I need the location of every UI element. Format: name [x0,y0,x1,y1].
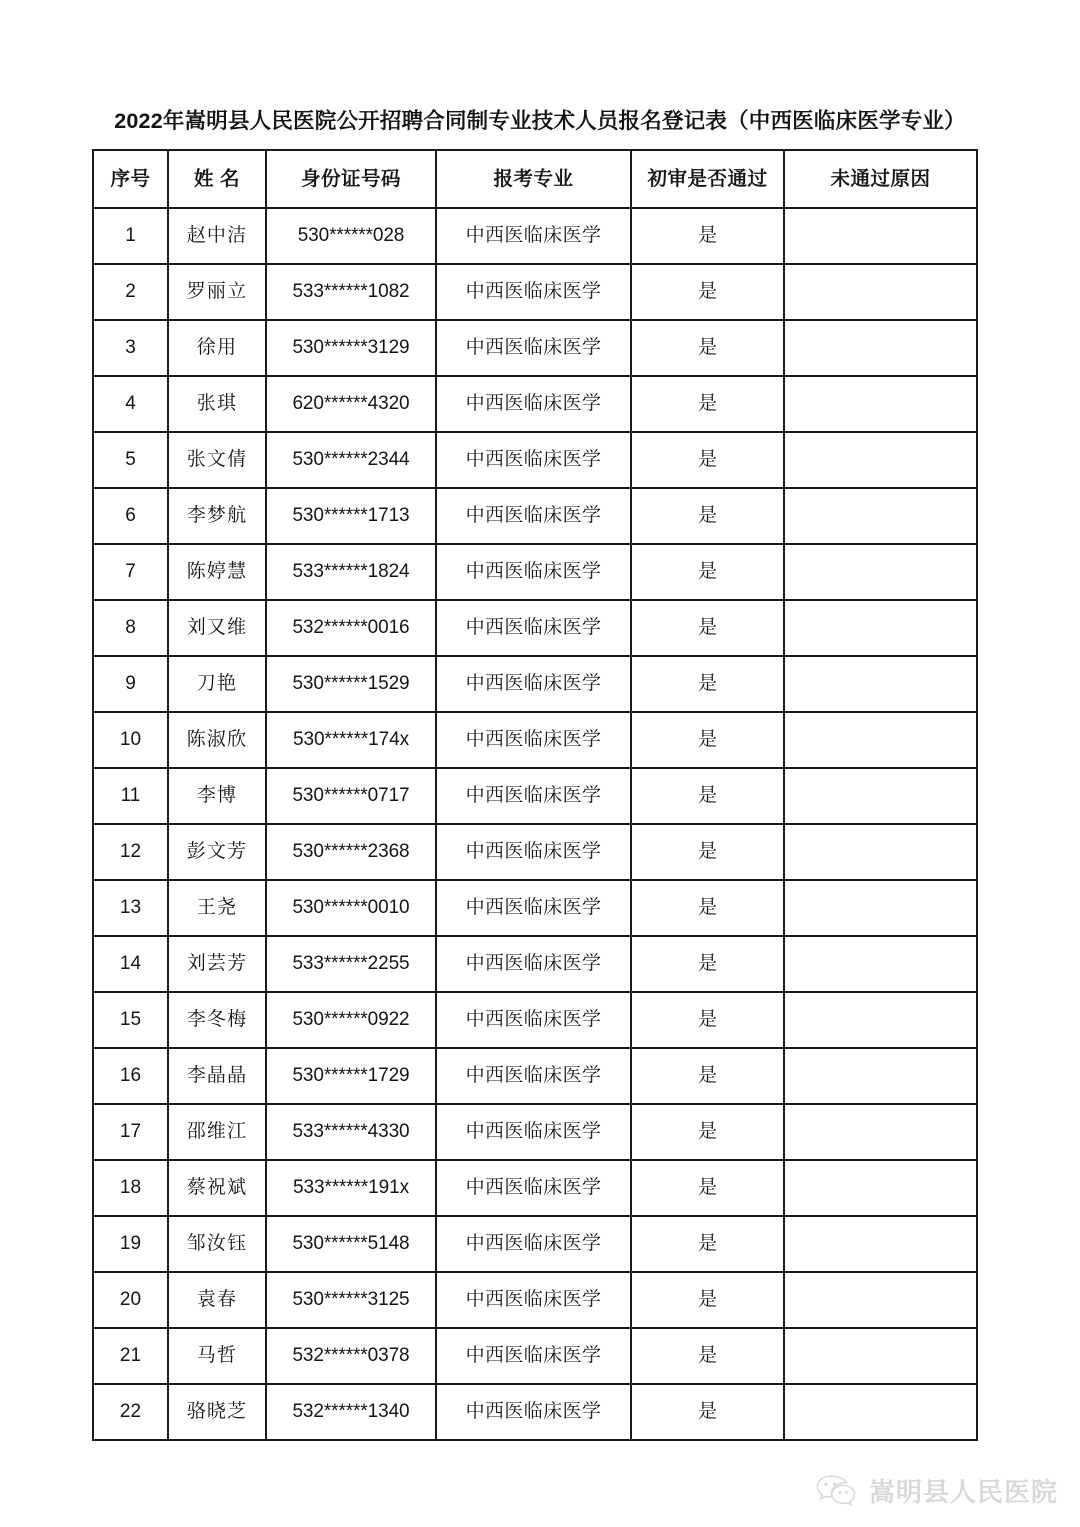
column-header-major: 报考专业 [436,150,631,208]
id-number-cell: 530******3129 [266,320,436,376]
rejection-reason-cell [784,600,977,656]
row-index-cell: 14 [93,936,168,992]
row-index-cell: 6 [93,488,168,544]
major-cell: 中西医临床医学 [436,824,631,880]
row-index-cell: 2 [93,264,168,320]
rejection-reason-cell [784,1104,977,1160]
row-index-cell: 11 [93,768,168,824]
registration-table-container [92,149,976,1441]
table-header [93,150,977,208]
id-number-cell: 533******191x [266,1160,436,1216]
table-row [93,1104,977,1160]
id-number-cell: 533******4330 [266,1104,436,1160]
review-passed-cell: 是 [631,936,784,992]
id-number-cell: 533******1824 [266,544,436,600]
major-cell: 中西医临床医学 [436,656,631,712]
row-index-cell: 5 [93,432,168,488]
applicant-name-cell: 马哲 [168,1328,266,1384]
rejection-reason-cell [784,1272,977,1328]
rejection-reason-cell [784,208,977,264]
table-row [93,488,977,544]
registration-table [92,149,978,1441]
table-header-row [93,150,977,208]
table-row [93,824,977,880]
applicant-name-cell: 彭文芳 [168,824,266,880]
table-row [93,768,977,824]
table-body [93,208,977,1440]
column-header-reason: 未通过原因 [784,150,977,208]
table-row [93,936,977,992]
applicant-name-cell: 徐用 [168,320,266,376]
id-number-cell: 530******1713 [266,488,436,544]
review-passed-cell: 是 [631,432,784,488]
review-passed-cell: 是 [631,1160,784,1216]
table-row [93,1048,977,1104]
page-title: 2022年嵩明县人民医院公开招聘合同制专业技术人员报名登记表（中西医临床医学专业） [114,109,966,133]
column-header-passed: 初审是否通过 [631,150,784,208]
major-cell: 中西医临床医学 [436,712,631,768]
applicant-name-cell: 赵中洁 [168,208,266,264]
row-index-cell: 20 [93,1272,168,1328]
table-row [93,600,977,656]
review-passed-cell: 是 [631,488,784,544]
review-passed-cell: 是 [631,1048,784,1104]
review-passed-cell: 是 [631,768,784,824]
applicant-name-cell: 刘又维 [168,600,266,656]
rejection-reason-cell [784,1048,977,1104]
major-cell: 中西医临床医学 [436,1328,631,1384]
id-number-cell: 530******0717 [266,768,436,824]
major-cell: 中西医临床医学 [436,1216,631,1272]
rejection-reason-cell [784,712,977,768]
review-passed-cell: 是 [631,1272,784,1328]
rejection-reason-cell [784,936,977,992]
major-cell: 中西医临床医学 [436,544,631,600]
review-passed-cell: 是 [631,264,784,320]
applicant-name-cell: 袁春 [168,1272,266,1328]
row-index-cell: 15 [93,992,168,1048]
row-index-cell: 13 [93,880,168,936]
applicant-name-cell: 张琪 [168,376,266,432]
watermark [815,1472,1058,1509]
review-passed-cell: 是 [631,880,784,936]
applicant-name-cell: 邹汝钰 [168,1216,266,1272]
applicant-name-cell: 蔡祝斌 [168,1160,266,1216]
column-header-index: 序号 [93,150,168,208]
id-number-cell: 530******0922 [266,992,436,1048]
row-index-cell: 10 [93,712,168,768]
id-number-cell: 530******1729 [266,1048,436,1104]
major-cell: 中西医临床医学 [436,1160,631,1216]
id-number-cell: 532******0016 [266,600,436,656]
major-cell: 中西医临床医学 [436,600,631,656]
review-passed-cell: 是 [631,1216,784,1272]
id-number-cell: 530******2344 [266,432,436,488]
applicant-name-cell: 刘芸芳 [168,936,266,992]
row-index-cell: 22 [93,1384,168,1440]
table-row [93,880,977,936]
review-passed-cell: 是 [631,600,784,656]
major-cell: 中西医临床医学 [436,208,631,264]
row-index-cell: 21 [93,1328,168,1384]
id-number-cell: 620******4320 [266,376,436,432]
id-number-cell: 530******1529 [266,656,436,712]
column-header-name: 姓 名 [168,150,266,208]
major-cell: 中西医临床医学 [436,432,631,488]
id-number-cell: 533******2255 [266,936,436,992]
wechat-icon [815,1474,857,1508]
review-passed-cell: 是 [631,656,784,712]
rejection-reason-cell [784,432,977,488]
id-number-cell: 530******5148 [266,1216,436,1272]
row-index-cell: 19 [93,1216,168,1272]
major-cell: 中西医临床医学 [436,320,631,376]
applicant-name-cell: 李梦航 [168,488,266,544]
applicant-name-cell: 骆晓芝 [168,1384,266,1440]
major-cell: 中西医临床医学 [436,880,631,936]
review-passed-cell: 是 [631,824,784,880]
table-row [93,656,977,712]
row-index-cell: 18 [93,1160,168,1216]
table-row [93,432,977,488]
review-passed-cell: 是 [631,1328,784,1384]
rejection-reason-cell [784,544,977,600]
major-cell: 中西医临床医学 [436,1384,631,1440]
review-passed-cell: 是 [631,320,784,376]
review-passed-cell: 是 [631,544,784,600]
rejection-reason-cell [784,1384,977,1440]
applicant-name-cell: 李晶晶 [168,1048,266,1104]
rejection-reason-cell [784,768,977,824]
review-passed-cell: 是 [631,1104,784,1160]
rejection-reason-cell [784,1216,977,1272]
rejection-reason-cell [784,376,977,432]
major-cell: 中西医临床医学 [436,264,631,320]
row-index-cell: 4 [93,376,168,432]
row-index-cell: 1 [93,208,168,264]
rejection-reason-cell [784,992,977,1048]
table-row [93,1272,977,1328]
id-number-cell: 530******2368 [266,824,436,880]
major-cell: 中西医临床医学 [436,768,631,824]
review-passed-cell: 是 [631,1384,784,1440]
row-index-cell: 7 [93,544,168,600]
major-cell: 中西医临床医学 [436,992,631,1048]
table-row [93,1216,977,1272]
review-passed-cell: 是 [631,712,784,768]
table-row [93,320,977,376]
row-index-cell: 16 [93,1048,168,1104]
rejection-reason-cell [784,1328,977,1384]
rejection-reason-cell [784,824,977,880]
applicant-name-cell: 刀艳 [168,656,266,712]
id-number-cell: 530******3125 [266,1272,436,1328]
table-row [93,992,977,1048]
table-row [93,712,977,768]
applicant-name-cell: 陈淑欣 [168,712,266,768]
major-cell: 中西医临床医学 [436,1048,631,1104]
rejection-reason-cell [784,320,977,376]
major-cell: 中西医临床医学 [436,1104,631,1160]
applicant-name-cell: 张文倩 [168,432,266,488]
table-row [93,544,977,600]
row-index-cell: 12 [93,824,168,880]
rejection-reason-cell [784,880,977,936]
id-number-cell: 533******1082 [266,264,436,320]
major-cell: 中西医临床医学 [436,376,631,432]
rejection-reason-cell [784,1160,977,1216]
applicant-name-cell: 王尧 [168,880,266,936]
id-number-cell: 530******0010 [266,880,436,936]
review-passed-cell: 是 [631,992,784,1048]
column-header-id-number: 身份证号码 [266,150,436,208]
id-number-cell: 532******1340 [266,1384,436,1440]
applicant-name-cell: 李冬梅 [168,992,266,1048]
row-index-cell: 3 [93,320,168,376]
major-cell: 中西医临床医学 [436,488,631,544]
table-row [93,208,977,264]
review-passed-cell: 是 [631,376,784,432]
major-cell: 中西医临床医学 [436,1272,631,1328]
table-row [93,264,977,320]
row-index-cell: 8 [93,600,168,656]
rejection-reason-cell [784,656,977,712]
applicant-name-cell: 陈婷慧 [168,544,266,600]
applicant-name-cell: 邵维江 [168,1104,266,1160]
id-number-cell: 530******174x [266,712,436,768]
watermark-label: 嵩明县人民医院 [868,1477,1058,1507]
row-index-cell: 9 [93,656,168,712]
table-row [93,1160,977,1216]
major-cell: 中西医临床医学 [436,936,631,992]
id-number-cell: 530******028 [266,208,436,264]
rejection-reason-cell [784,264,977,320]
id-number-cell: 532******0378 [266,1328,436,1384]
applicant-name-cell: 罗丽立 [168,264,266,320]
review-passed-cell: 是 [631,208,784,264]
row-index-cell: 17 [93,1104,168,1160]
table-row [93,1328,977,1384]
table-row [93,376,977,432]
applicant-name-cell: 李博 [168,768,266,824]
rejection-reason-cell [784,488,977,544]
table-row [93,1384,977,1440]
